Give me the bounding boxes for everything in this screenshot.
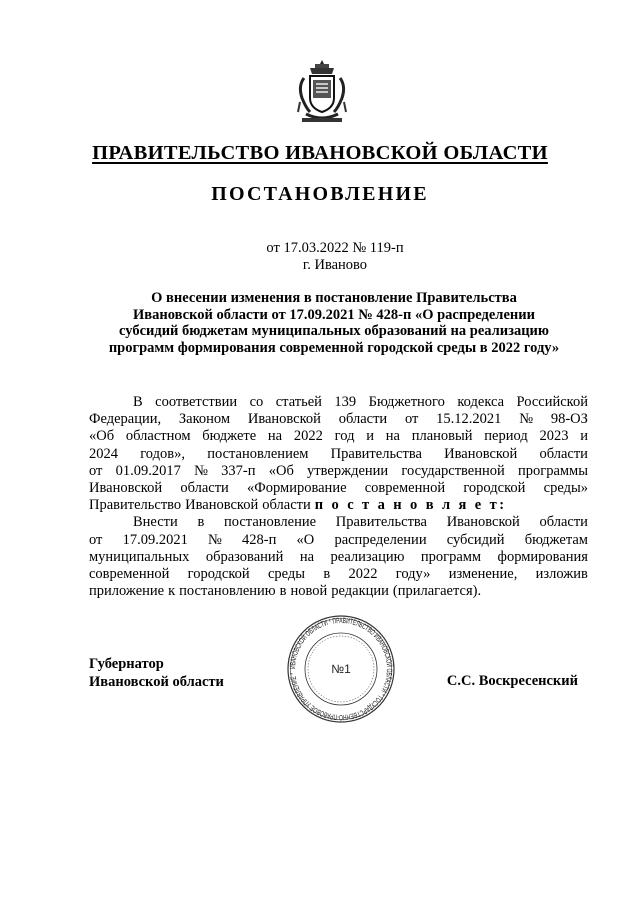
paragraph-decision bbox=[89, 514, 588, 600]
text-line bbox=[89, 463, 588, 480]
word: новой bbox=[290, 583, 328, 600]
word: изменение, bbox=[448, 566, 518, 583]
paragraph-preamble bbox=[89, 394, 588, 514]
word: 2022 bbox=[348, 566, 378, 583]
document-meta bbox=[0, 240, 640, 274]
word: 337-п bbox=[221, 462, 256, 479]
word: В bbox=[133, 394, 143, 410]
text-line bbox=[89, 446, 588, 463]
decree-word: п о с т а н о в л я е т: bbox=[314, 497, 507, 514]
word: Российской bbox=[516, 394, 588, 410]
word: период bbox=[484, 428, 528, 445]
seal-ring-text: ИВАНОВСКОЙ ОБЛАСТИ * ПРАВИТЕЛЬСТВО ИВАНОВСКОЙ ОБЛАСТИ * ГОСУДАРСТВЕННО-ПРАВОВОЕ УПРАВЛЕНИЕ * bbox=[287, 615, 395, 723]
signer-title-line: Ивановской области bbox=[89, 674, 224, 690]
word: и bbox=[366, 428, 374, 445]
word: Правительства bbox=[330, 445, 422, 462]
word: приложение bbox=[89, 583, 165, 600]
word: бюджетам bbox=[524, 531, 588, 548]
word: среды bbox=[267, 566, 306, 583]
word: государственной bbox=[401, 462, 505, 479]
official-seal bbox=[286, 614, 396, 724]
word: муниципальных bbox=[89, 548, 190, 565]
word: Ивановской bbox=[446, 514, 520, 531]
word: Ивановской bbox=[444, 445, 518, 462]
subject-line: субсидий бюджетам муниципальных образований на реализацию bbox=[119, 323, 549, 339]
word: образований bbox=[205, 548, 284, 565]
word: 139 bbox=[334, 394, 357, 410]
word: от bbox=[89, 531, 103, 548]
word: реализацию bbox=[330, 548, 405, 565]
word: области bbox=[262, 497, 311, 514]
word: годов», bbox=[140, 445, 185, 462]
subject-line: Ивановской области от 17.09.2021 № 428-п «О распределении bbox=[133, 306, 535, 323]
word: 98-ОЗ bbox=[550, 411, 588, 428]
word: 01.09.2017 bbox=[115, 462, 181, 479]
word: программ bbox=[420, 548, 482, 565]
word: 2023 bbox=[539, 428, 569, 445]
subject-line: программ формирования современной городской среды в 2022 году» bbox=[108, 339, 560, 356]
word: области bbox=[338, 411, 388, 428]
word: современной bbox=[89, 566, 170, 583]
signer-name: С.С. Воскресенский bbox=[446, 673, 578, 689]
signer-title bbox=[89, 655, 224, 691]
word: области bbox=[539, 445, 588, 462]
word: «Формирование bbox=[247, 480, 347, 497]
document-subject bbox=[80, 290, 588, 356]
word: Правительство bbox=[89, 497, 182, 514]
document-body bbox=[89, 394, 588, 600]
text-line bbox=[89, 583, 588, 600]
word: 2022 bbox=[293, 428, 323, 445]
text-line bbox=[89, 428, 588, 445]
word: Бюджетного bbox=[368, 394, 445, 410]
document-type: ПОСТАНОВЛЕНИЕ bbox=[211, 183, 429, 205]
signer-title-line: Губернатор bbox=[89, 656, 164, 672]
word: 15.12.2021 bbox=[436, 411, 502, 428]
word: 17.09.2021 bbox=[122, 531, 188, 548]
government-title: ПРАВИТЕЛЬСТВО ИВАНОВСКОЙ ОБЛАСТИ bbox=[92, 142, 548, 164]
word: на bbox=[299, 548, 315, 565]
word: 428-п bbox=[242, 531, 277, 548]
word: № bbox=[208, 531, 222, 548]
word: со bbox=[249, 394, 264, 410]
subject-line: О внесении изменения в постановление Правительства bbox=[151, 290, 517, 306]
word: № bbox=[519, 411, 534, 428]
word: Правительства bbox=[335, 514, 427, 531]
word: Внести bbox=[133, 514, 178, 531]
word: от bbox=[404, 411, 419, 428]
word: постановлением bbox=[207, 445, 309, 462]
word: плановый bbox=[411, 428, 473, 445]
word: в bbox=[279, 583, 287, 600]
word: среды» bbox=[543, 480, 588, 497]
word: редакции bbox=[331, 583, 389, 600]
word: 2024 bbox=[89, 445, 118, 462]
word: постановление bbox=[224, 514, 317, 531]
text-line bbox=[89, 566, 588, 583]
word: в bbox=[323, 566, 331, 583]
word: год bbox=[334, 428, 355, 445]
word: Федерации, bbox=[89, 411, 162, 428]
word: году» bbox=[395, 566, 431, 583]
seal-center-text: №1 bbox=[331, 662, 351, 676]
word: статьей bbox=[275, 394, 322, 410]
word: Ивановской bbox=[89, 480, 163, 497]
word: области bbox=[539, 514, 588, 531]
word: «Об bbox=[268, 462, 294, 479]
word: (прилагается). bbox=[392, 583, 482, 600]
word: программы bbox=[517, 462, 588, 479]
word: городской bbox=[463, 480, 526, 497]
coat-of-arms-icon bbox=[296, 58, 348, 126]
text-line bbox=[89, 480, 588, 497]
word: области bbox=[180, 480, 229, 497]
text-line bbox=[89, 394, 588, 411]
word: Законом bbox=[178, 411, 231, 428]
word: субсидий bbox=[446, 531, 505, 548]
text-line bbox=[89, 549, 588, 566]
word: современной bbox=[364, 480, 446, 497]
word: от bbox=[89, 462, 103, 479]
word: и bbox=[580, 428, 588, 445]
text-line bbox=[89, 497, 588, 514]
word: № bbox=[194, 462, 208, 479]
text-line bbox=[89, 532, 588, 549]
word: на bbox=[267, 428, 283, 445]
word: бюджете bbox=[202, 428, 257, 445]
word: кодекса bbox=[457, 394, 505, 410]
word: изложив bbox=[535, 566, 588, 583]
word: формирования bbox=[497, 548, 588, 565]
word: распределении bbox=[334, 531, 427, 548]
word: «О bbox=[296, 531, 315, 548]
word: Ивановской bbox=[247, 411, 321, 428]
word: «Об bbox=[89, 428, 115, 445]
city: г. Иваново bbox=[302, 257, 368, 273]
word: в bbox=[197, 514, 205, 531]
word: постановлению bbox=[179, 583, 276, 600]
word: Ивановской bbox=[185, 497, 259, 514]
word: городской bbox=[187, 566, 250, 583]
word: областном bbox=[125, 428, 191, 445]
word: утверждении bbox=[307, 462, 389, 479]
word: на bbox=[385, 428, 400, 445]
word: к bbox=[168, 583, 176, 600]
word: соответствии bbox=[155, 394, 238, 410]
text-line bbox=[89, 514, 588, 531]
text-line bbox=[89, 411, 588, 428]
date-number: от 17.03.2022 № 119-п bbox=[266, 240, 404, 256]
